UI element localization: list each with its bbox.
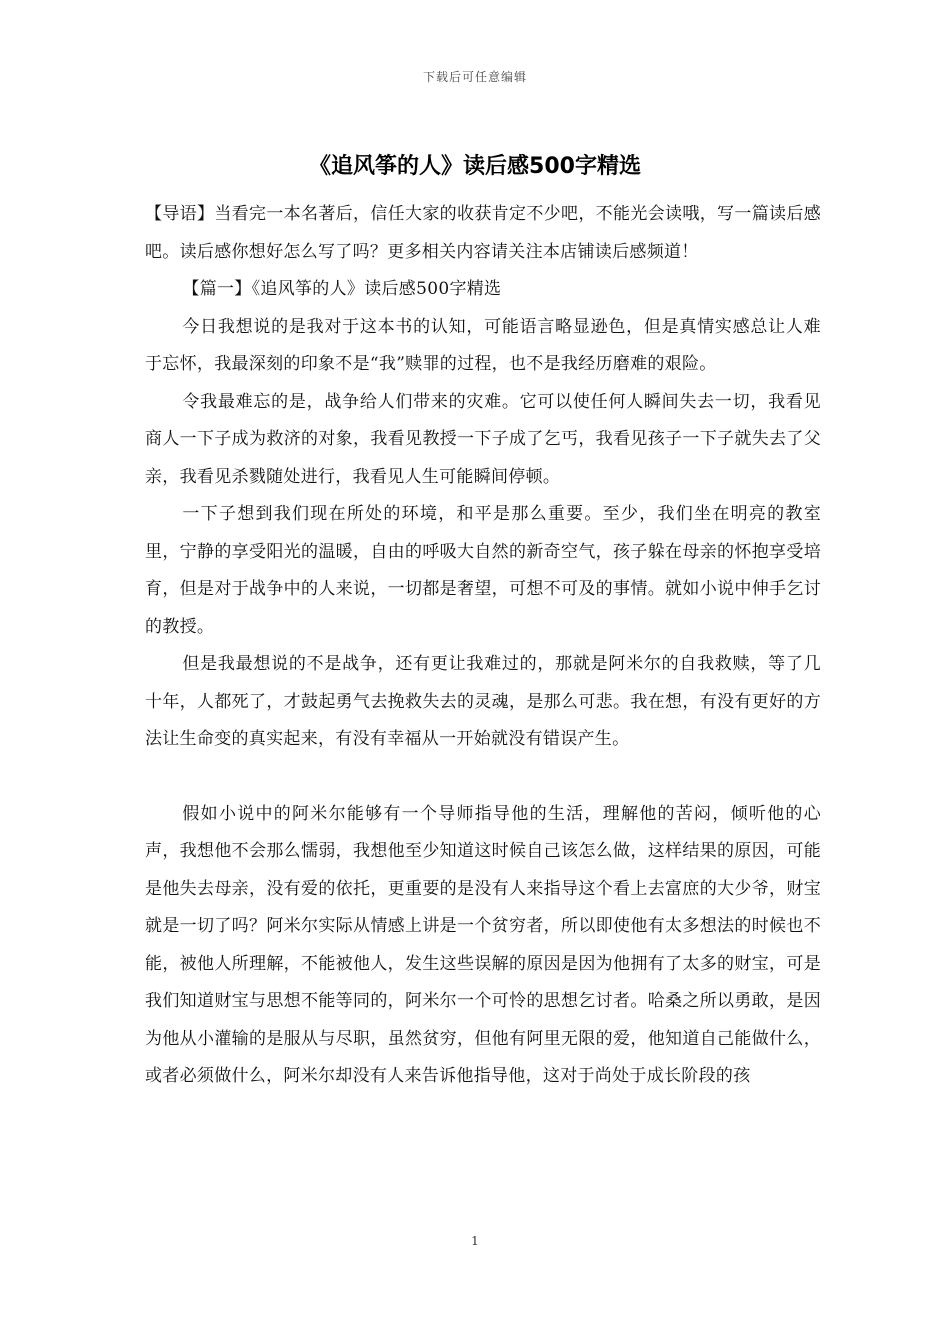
body-paragraph: 一下子想到我们现在所处的环境，和平是那么重要。至少，我们坐在明亮的教室里，宁静的享受阳光的温暖，自由的呼吸大自然的新奇空气，孩子躲在母亲的怀抱享受培育，但是对于战争中的人来说，一切都是奢望，可想不可及的事情。就如小说中伸手乞讨的教授。 (145, 504, 821, 637)
intro-paragraph: 【导语】当看完一本名著后，信任大家的收获肯定不少吧，不能光会读哦，写一篇读后感吧。读后感你想好怎么写了吗？更多相关内容请关注本店铺读后感频道！ (145, 204, 821, 262)
section-heading: 【篇一】《追风筝的人》读后感500字精选 (182, 279, 502, 299)
document-body (145, 196, 821, 1096)
body-paragraph: 但是我最想说的不是战争，还有更让我难过的，那就是阿米尔的自我救赎，等了几十年，人都死了，才鼓起勇气去挽救失去的灵魂，是那么可悲。我在想，有没有更好的方法让生命变的真实起来，有没有幸福从一开始就没有错误产生。 (145, 654, 821, 749)
body-paragraph: 假如小说中的阿米尔能够有一个导师指导他的生活，理解他的苦闷，倾听他的心声，我想他不会那么懦弱，我想他至少知道这时候自己该怎么做，这样结果的原因，可能是他失去母亲，没有爱的依托，更重要的是没有人来指导这个看上去富庶的大少爷，财宝就是一切了吗？阿米尔实际从情感上讲是一个贫穷者，所以即使他有太多想法的时候也不能，被他人所理解，不能被他人，发生这些误解的原因是因为他拥有了太多的财宝，可是我们知道财宝与思想不能等同的，阿米尔一个可怜的思想乞讨者。哈桑之所以勇敢，是因为他从小灌输的是服从与尽职，虽然贫穷，但他有阿里无限的爱，他知道自己能做什么，或者必须做什么，阿米尔却没有人来告诉他指导他，这对于尚处于成长阶段的孩 (145, 803, 821, 1086)
document-title: 《追风筝的人》读后感500字精选 (309, 154, 641, 179)
body-paragraph: 今日我想说的是我对于这本书的认知，可能语言略显逊色，但是真情实感总让人难于忘怀，我最深刻的印象不是“我”赎罪的过程，也不是我经历磨难的艰险。 (145, 316, 821, 374)
header-note: 下载后可任意编辑 (422, 70, 527, 84)
page-number: 1 (471, 1234, 479, 1248)
body-paragraph: 令我最难忘的是，战争给人们带来的灾难。它可以使任何人瞬间失去一切，我看见商人一下子成为救济的对象，我看见教授一下子成了乞丐，我看见孩子一下子就失去了父亲，我看见杀戮随处进行，我看见人生可能瞬间停顿。 (145, 391, 821, 487)
